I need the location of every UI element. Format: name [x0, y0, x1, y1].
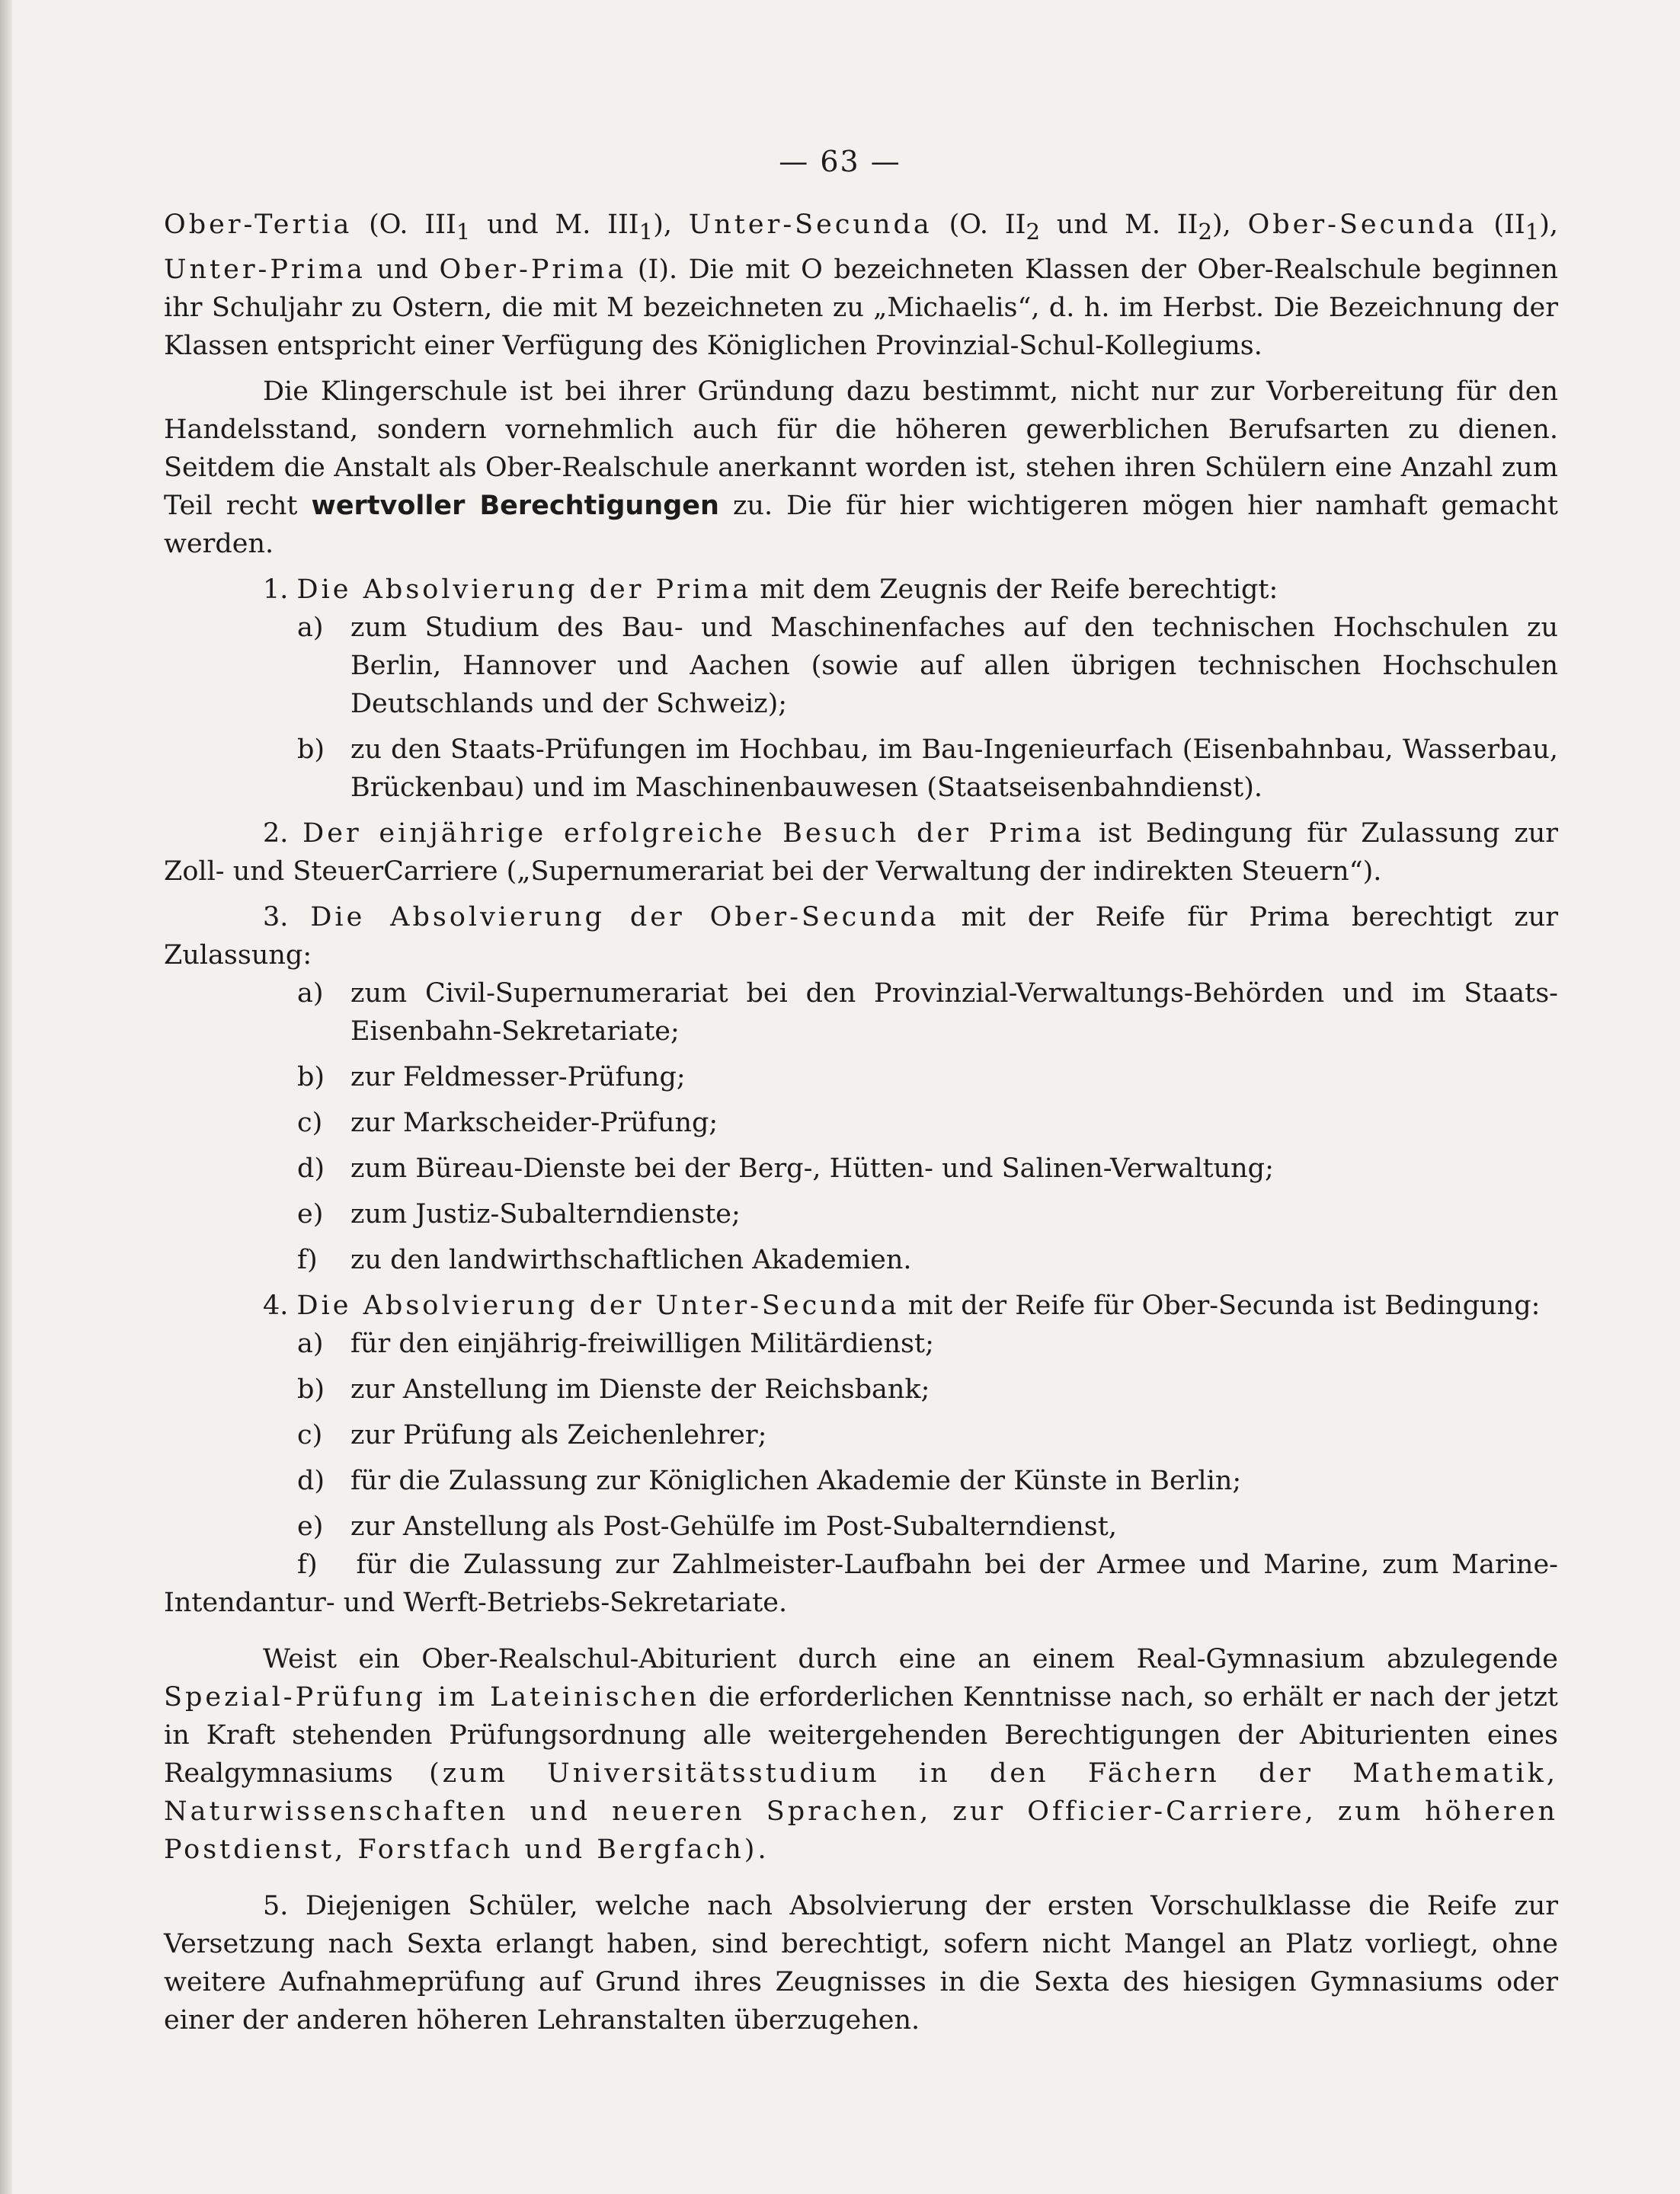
list-item: a) für den einjährig-freiwilligen Militärdienst;: [297, 1329, 934, 1359]
berechtigungen-paragraph: Die Klingerschule ist bei ihrer Gründung dazu bestimmt, nicht nur zur Vorbereitung für den Handelsstand, sondern vornehmlich auch für die höheren gewerblichen Berufsarten zu dienen. Seitdem die Anstalt als Ober-Realschule anerkannt worden ist, stehen ihren Schülern eine Anzahl zum Teil recht wertvoller Berechtigungen zu. Die für hier wichtigeren mögen hier namhaft gemacht werden.: [164, 376, 1558, 559]
page-number: — 63 —: [779, 145, 901, 178]
list-item: b) zu den Staats-Prüfungen im Hochbau, im Bau-Ingenieurfach (Eisenbahnbau, Wasserbau, Brückenbau) und im Maschinenbauwesen (Staatseisenbahndienst).: [297, 734, 1558, 803]
section-3-heading: 3. Die Absolvierung der Ober-Secunda mit der Reife für Prima berechtigt zur Zulassung:: [164, 902, 1558, 971]
list-item: c) zur Markscheider-Prüfung;: [297, 1108, 718, 1138]
intro-paragraph: Ober-Tertia (O. $III_1$ und M. $III_1$), Unter-Secunda (O. $II_2$ und M. $II_2$), Ober-Secunda $(II_1)$, Unter-Prima und Ober-Prima (I). Die mit O bezeichneten Klassen der Ober-Realschule beginnen ihr Schuljahr zu Ostern, die mit M bezeichneten zu „Michaelis“, d. h. im Herbst. Die Bezeichnung der Klassen entspricht einer Verfügung des Königlichen Provinzial-Schul-Kollegiums.: [164, 209, 1559, 361]
list-item: e) zum Justiz-Subalterndienste;: [297, 1199, 741, 1230]
page-body: [164, 206, 1558, 2039]
spezial-pruefung-paragraph: Weist ein Ober-Realschul-Abiturient durch eine an einem Real-Gymnasium abzulegende Spezial-Prüfung im Lateinischen die erforderlichen Kenntnisse nach, so erhält er nach der jetzt in Kraft stehenden Prüfungsordnung alle weitergehenden Berechtigungen der Abiturienten eines Realgymnasiums (zum Universitätsstudium in den Fächern der Mathematik, Naturwissenschaften und neueren Sprachen, zur Officier-Carriere, zum höheren Postdienst, Forstfach und Bergfach).: [164, 1644, 1559, 1865]
list-item: b) zur Feldmesser-Prüfung;: [297, 1062, 686, 1092]
list-item-f-hanging: f) für die Zulassung zur Zahlmeister-Laufbahn bei der Armee und Marine, zum Marine-Intendantur- und Werft-Betriebs-Sekretariate.: [164, 1550, 1558, 1618]
list-item: d) zum Büreau-Dienste bei der Berg-, Hütten- und Salinen-Verwaltung;: [297, 1153, 1274, 1184]
list-item: a) zum Civil-Supernumerariat bei den Provinzial-Verwaltungs-Behörden und im Staats-Eisenbahn-Sekretariate;: [297, 978, 1558, 1047]
section-4-heading: 4. Die Absolvierung der Unter-Secunda mit der Reife für Ober-Secunda ist Bedingung:: [263, 1290, 1541, 1321]
list-item: c) zur Prüfung als Zeichenlehrer;: [297, 1420, 767, 1450]
list-item: d) für die Zulassung zur Königlichen Akademie der Künste in Berlin;: [297, 1466, 1242, 1496]
section-1-heading: 1. Die Absolvierung der Prima mit dem Zeugnis der Reife berechtigt:: [263, 574, 1278, 605]
list-item: a) zum Studium des Bau- und Maschinenfaches auf den technischen Hochschulen zu Berlin, Hannover und Aachen (sowie auf allen übrigen technischen Hochschulen Deutschlands und der Schweiz);: [297, 612, 1558, 719]
list-item: f) zu den landwirthschaftlichen Akademien.: [297, 1245, 912, 1275]
list-item: b) zur Anstellung im Dienste der Reichsbank;: [297, 1374, 930, 1405]
list-item: e) zur Anstellung als Post-Gehülfe im Post-Subalterndienst,: [297, 1511, 1117, 1542]
section-2-paragraph: 2. Der einjährige erfolgreiche Besuch der Prima ist Bedingung für Zulassung zur Zoll- und SteuerCarriere („Supernumerariat bei der Verwaltung der indirekten Steuern“).: [164, 818, 1558, 887]
page-binding-edge: [0, 0, 12, 2194]
vorschule-paragraph: 5. Diejenigen Schüler, welche nach Absolvierung der ersten Vorschulklasse die Reife zur Versetzung nach Sexta erlangt haben, sind berechtigt, sofern nicht Mangel an Platz vorliegt, ohne weitere Aufnahmeprüfung auf Grund ihres Zeugnisses in die Sexta des hiesigen Gymnasiums oder einer der anderen höheren Lehranstalten überzugehen.: [164, 1891, 1558, 2036]
